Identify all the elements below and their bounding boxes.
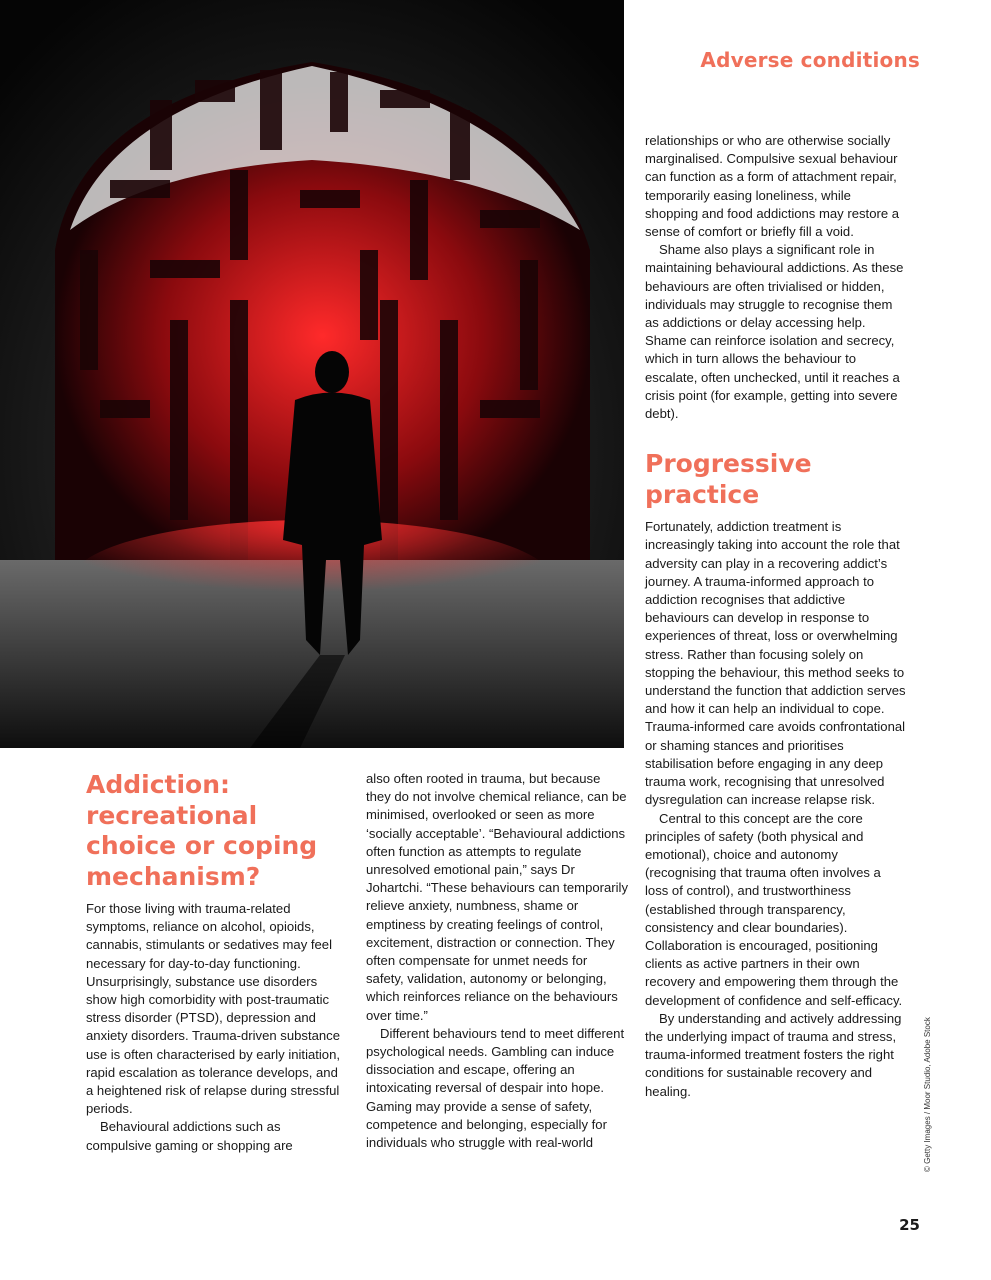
paragraph: Central to this concept are the core principles of safety (both physical and emotional), choice and autonomy (recognising that trauma often involves a loss of control), and trustworthiness (established through transparency, consistency and clear boundaries). Collaboration is encouraged, positioning clients as active partners in their own recovery and empowering them through the development of confidence and self-efficacy. — [645, 810, 903, 1008]
image-credit: © Getty Images / Moor Studio, Adobe Stock — [923, 1017, 932, 1172]
paragraph: Fortunately, addiction treatment is increasingly taking into account the role that adversity can play in a recovering addict’s journey. A trauma-informed approach to addiction recognises that addictive behaviours can develop in response to experiences of threat, loss or overwhelming stress. Rather than focusing solely on stopping the behaviour, this method seeks to understand the function that addiction serves and how it can help an individual to cope. Trauma-informed care avoids confrontational or shaming stances and prioritises stabilisation before engaging in any deep trauma work, recognising that unresolved dysregulation can increase relapse risk. — [645, 519, 906, 808]
page-number: 25 — [899, 1216, 920, 1234]
maze-brain-silhouette-image — [0, 0, 624, 748]
paragraph: For those living with trauma-related symptoms, reliance on alcohol, opioids, cannabis, stimulants or sedatives may feel necessary for day-to-day functioning. Unsurprisingly, substance use disorders show high comorbidity with post-traumatic stress disorder (PTSD), depression and anxiety disorders. Trauma-driven substance use is often characterised by early initiation, rapid escalation as tolerance develops, and a heightened risk of relapse during stressful periods. — [86, 901, 341, 1117]
article-column-2 — [366, 770, 628, 1152]
paragraph: also often rooted in trauma, but because they do not involve chemical reliance, can be minimised, overlooked or seen as more ‘socially acceptable’. “Behavioural addictions often function as attempts to regulate unresolved emotional pain,” says Dr Johartchi. “These behaviours can temporarily relieve anxiety, numbness, shame or emptiness by creating feelings of control, excitement, distraction or connection. They often compensate for unmet needs for safety, validation, autonomy or belonging, which reinforces reliance on the behaviours over time.” — [366, 771, 628, 1023]
article-column-3 — [645, 132, 907, 1101]
paragraph: Behavioural addictions such as compulsive gaming or shopping are — [86, 1119, 293, 1153]
section-heading: Progressive practice — [645, 449, 812, 509]
paragraph: Different behaviours tend to meet different psychological needs. Gambling can induce dissociation and escape, offering an intoxicating reversal of despair into hope. Gaming may provide a sense of safety, competence and belonging, especially for individuals who struggle with real-world — [366, 1025, 625, 1151]
paragraph: relationships or who are otherwise socially marginalised. Compulsive sexual behaviour can function as a form of attachment repair, temporarily easing loneliness, while shopping and food addictions may restore a sense of comfort or briefly fill a void. — [645, 133, 900, 240]
paragraph: Shame also plays a significant role in maintaining behavioural addictions. As these behaviours are often trivialised or hidden, individuals may struggle to recognise them as addictions or delay accessing help. Shame can reinforce isolation and secrecy, which in turn allows the behaviour to escalate, often unchecked, until it reaches a crisis point (for example, getting into severe debt). — [645, 242, 904, 422]
section-label: Adverse conditions — [700, 48, 920, 72]
article-heading: Addiction: recreational choice or coping mechanism? — [86, 770, 318, 891]
article-column-1 — [86, 770, 348, 1155]
paragraph: By understanding and actively addressing the underlying impact of trauma and stress, trauma-informed treatment fosters the right conditions for sustainable recovery and healing. — [645, 1010, 902, 1099]
hero-image — [0, 0, 624, 748]
